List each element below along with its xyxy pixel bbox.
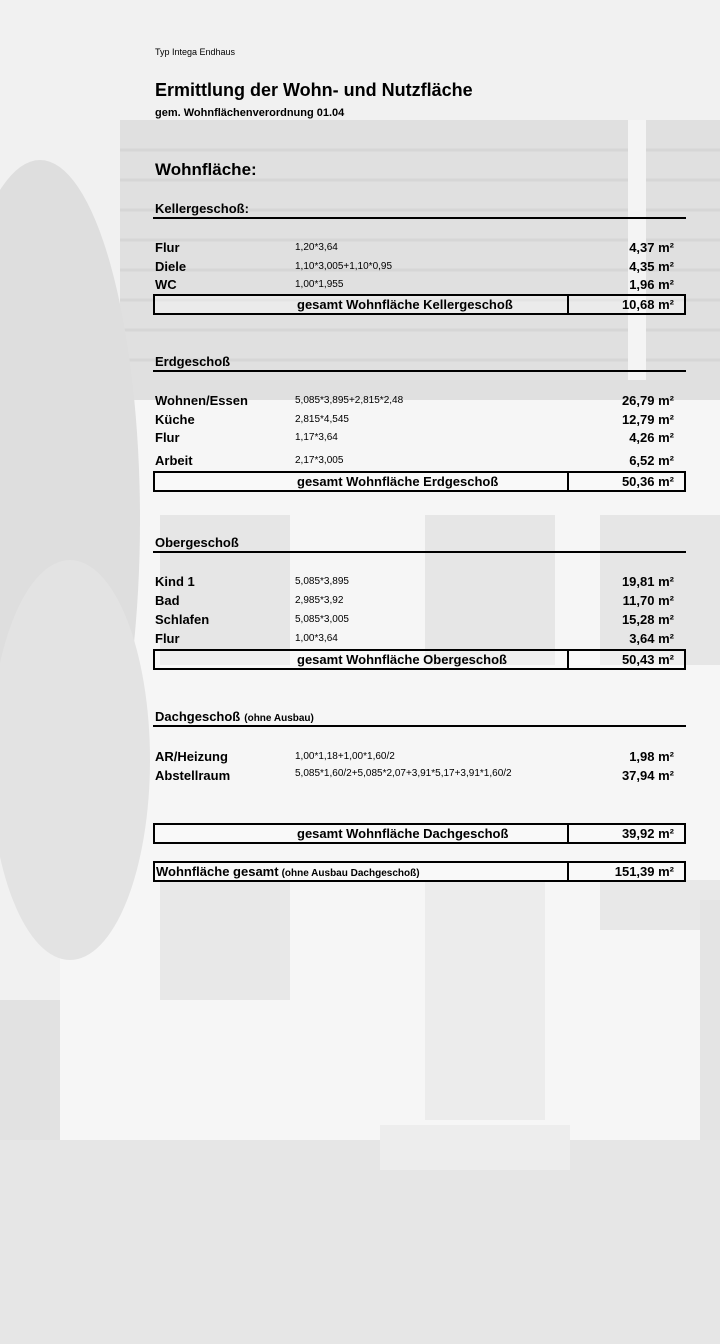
house-type-label: Typ Intega Endhaus bbox=[155, 47, 236, 57]
room-name: WC bbox=[155, 277, 177, 292]
floor-total-label: gesamt Wohnfläche Kellergeschoß bbox=[297, 297, 513, 312]
total-divider bbox=[567, 471, 569, 492]
room-area: 26,79 m² bbox=[621, 393, 674, 408]
floor-total-value: 10,68 m² bbox=[621, 297, 674, 312]
room-name: Küche bbox=[155, 412, 195, 427]
room-name: Flur bbox=[155, 240, 180, 255]
room-area: 4,37 m² bbox=[629, 240, 674, 255]
floor-total-label: gesamt Wohnfläche Obergeschoß bbox=[297, 652, 507, 667]
room-area: 19,81 m² bbox=[621, 574, 674, 589]
floor-total-value: 39,92 m² bbox=[621, 826, 674, 841]
floor-total-box bbox=[153, 823, 686, 844]
room-name: AR/Heizung bbox=[155, 749, 228, 764]
floor-total-value: 50,36 m² bbox=[621, 474, 674, 489]
room-name: Bad bbox=[155, 593, 180, 608]
room-formula: 1,00*3,64 bbox=[295, 633, 338, 644]
floor-total-box bbox=[153, 471, 686, 492]
total-divider bbox=[567, 823, 569, 844]
room-row bbox=[153, 259, 686, 275]
room-formula: 2,985*3,92 bbox=[295, 595, 344, 606]
room-area: 6,52 m² bbox=[629, 453, 674, 468]
room-name: Flur bbox=[155, 430, 180, 445]
room-row bbox=[153, 612, 686, 628]
room-row bbox=[153, 631, 686, 647]
room-formula: 5,085*1,60/2+5,085*2,07+3,91*5,17+3,91*1,60/2 bbox=[295, 768, 512, 779]
floor-total-box bbox=[153, 294, 686, 315]
floor-total-label: gesamt Wohnfläche Erdgeschoß bbox=[297, 474, 499, 489]
room-area: 4,35 m² bbox=[629, 259, 674, 274]
room-row bbox=[153, 430, 686, 446]
grand-total-title: Wohnfläche gesamt bbox=[156, 864, 279, 879]
room-area: 15,28 m² bbox=[621, 612, 674, 627]
room-name: Abstellraum bbox=[155, 768, 231, 783]
room-row bbox=[153, 393, 686, 409]
room-row bbox=[153, 593, 686, 609]
page-subtitle: gem. Wohnflächenverordnung 01.04 bbox=[155, 107, 345, 119]
floor-group-header bbox=[153, 709, 686, 727]
room-area: 1,96 m² bbox=[629, 277, 674, 292]
room-name: Arbeit bbox=[155, 453, 193, 468]
total-divider bbox=[567, 861, 569, 882]
floor-total-value: 50,43 m² bbox=[621, 652, 674, 667]
room-formula: 2,17*3,005 bbox=[295, 455, 344, 466]
room-name: Diele bbox=[155, 259, 187, 274]
room-formula: 5,085*3,895+2,815*2,48 bbox=[295, 395, 404, 406]
room-row bbox=[153, 453, 686, 469]
room-area: 11,70 m² bbox=[622, 593, 674, 608]
room-area: 12,79 m² bbox=[621, 412, 674, 427]
grand-total-value: 151,39 m² bbox=[614, 864, 674, 879]
room-name: Schlafen bbox=[155, 612, 210, 627]
room-formula: 5,085*3,895 bbox=[295, 576, 349, 587]
floor-title: Erdgeschoß bbox=[155, 354, 231, 369]
floor-group-header bbox=[153, 201, 686, 219]
room-row bbox=[153, 412, 686, 428]
floor-title: Kellergeschoß: bbox=[155, 201, 249, 216]
room-formula: 1,00*1,955 bbox=[295, 279, 344, 290]
room-row bbox=[153, 768, 686, 784]
room-formula: 5,085*3,005 bbox=[295, 614, 349, 625]
section-title-wohnflaeche: Wohnfläche: bbox=[155, 160, 257, 179]
room-area: 4,26 m² bbox=[629, 430, 674, 445]
floor-group-header bbox=[153, 535, 686, 553]
room-name: Kind 1 bbox=[155, 574, 195, 589]
room-area: 1,98 m² bbox=[629, 749, 674, 764]
room-name: Wohnen/Essen bbox=[155, 393, 248, 408]
floor-title-note: (ohne Ausbau) bbox=[244, 713, 314, 724]
total-divider bbox=[567, 294, 569, 315]
grand-total-label bbox=[156, 864, 420, 879]
room-formula: 1,10*3,005+1,10*0,95 bbox=[295, 261, 393, 272]
room-row bbox=[153, 574, 686, 590]
floor-group-obergeschoss bbox=[153, 535, 686, 672]
floor-total-box bbox=[153, 649, 686, 670]
floor-group-kellergeschoss bbox=[153, 201, 686, 316]
room-formula: 2,815*4,545 bbox=[295, 414, 349, 425]
room-formula: 1,20*3,64 bbox=[295, 242, 338, 253]
floor-group-dachgeschoss bbox=[153, 709, 686, 845]
room-formula: 1,17*3,64 bbox=[295, 432, 338, 443]
room-area: 3,64 m² bbox=[629, 631, 674, 646]
floor-title: Obergeschoß bbox=[155, 535, 239, 550]
room-row bbox=[153, 749, 686, 765]
room-name: Flur bbox=[155, 631, 180, 646]
floor-group-header bbox=[153, 354, 686, 372]
grand-total-note: (ohne Ausbau Dachgeschoß) bbox=[281, 868, 420, 879]
page-title: Ermittlung der Wohn- und Nutzfläche bbox=[155, 80, 473, 100]
room-area: 37,94 m² bbox=[621, 768, 674, 783]
floor-group-erdgeschoss bbox=[153, 354, 686, 494]
total-divider bbox=[567, 649, 569, 670]
floor-total-label: gesamt Wohnfläche Dachgeschoß bbox=[297, 826, 509, 841]
floor-title: Dachgeschoß bbox=[155, 709, 241, 724]
room-row bbox=[153, 240, 686, 256]
grand-total-box bbox=[153, 861, 686, 882]
room-row bbox=[153, 277, 686, 293]
room-formula: 1,00*1,18+1,00*1,60/2 bbox=[295, 751, 395, 762]
